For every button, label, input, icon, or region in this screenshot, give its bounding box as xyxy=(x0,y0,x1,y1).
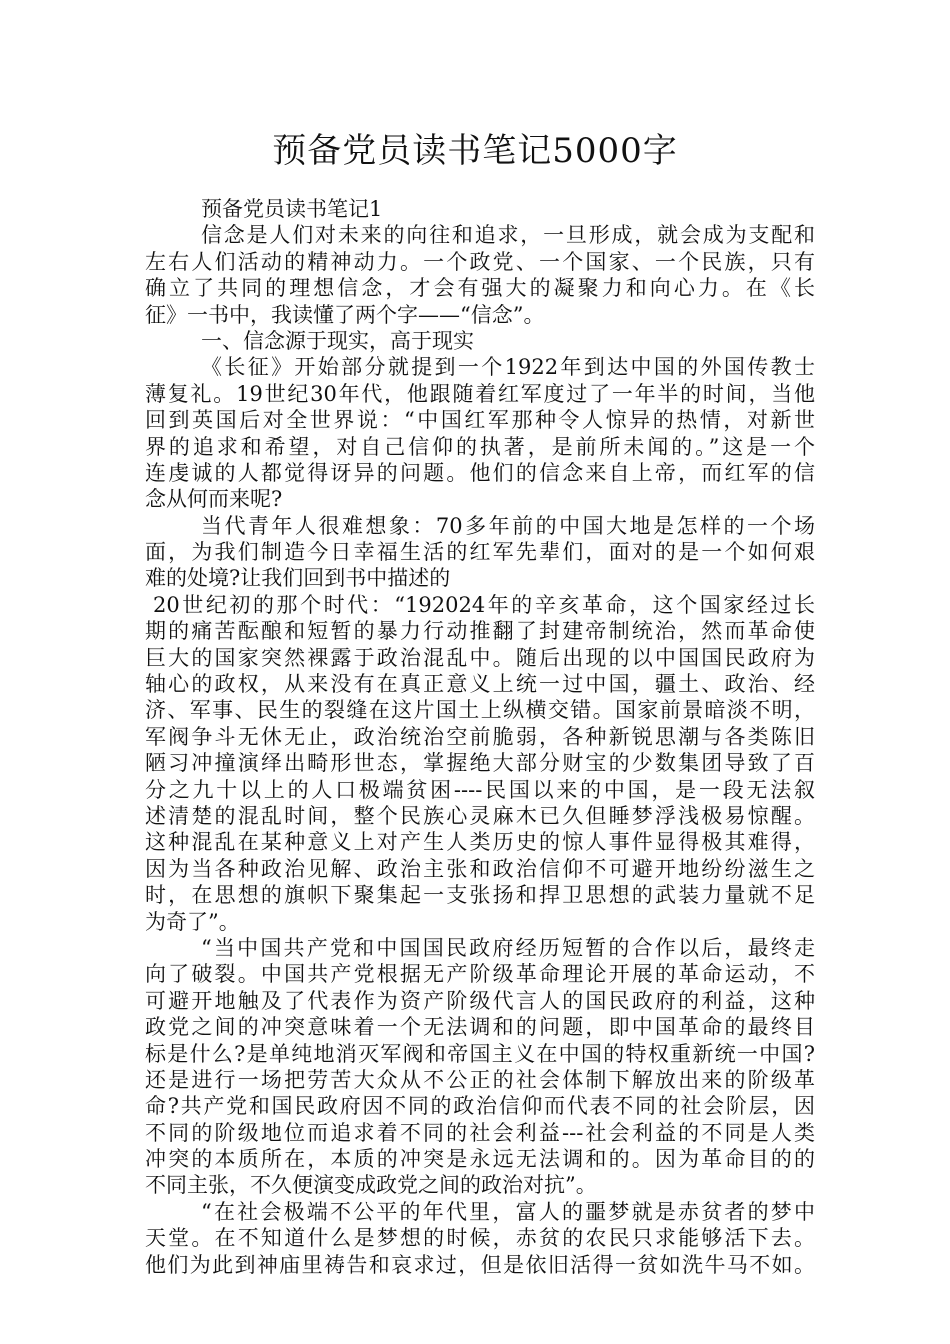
text-line: 《长征》开始部分就提到一个1922年到达中国的外国传教士 xyxy=(201,355,815,380)
text-line: 他们为此到神庙里祷告和哀求过，但是依旧活得一贫如洗牛马不如。 xyxy=(145,1252,815,1277)
text-line: 不同的阶级地位而追求着不同的社会利益---社会利益的不同是人类 xyxy=(145,1120,815,1145)
text-line: 述清楚的混乱时间，整个民族心灵麻木已久但睡梦浮浅极易惊醒。 xyxy=(145,803,815,828)
section-heading: 预备党员读书笔记1 xyxy=(201,197,383,221)
text-line: 薄复礼。19世纪30年代，他跟随着红军度过了一年半的时间，当他 xyxy=(145,381,815,406)
document-body xyxy=(145,196,815,1278)
text-line: “在社会极端不公平的年代里，富人的噩梦就是赤贫者的梦中 xyxy=(201,1199,815,1224)
text-line: 界的追求和希望，对自己信仰的执著，是前所未闻的。”这是一个 xyxy=(145,434,815,459)
text-line: 确立了共同的理想信念，才会有强大的凝聚力和向心力。在《长 xyxy=(145,276,815,301)
text-line: 还是进行一场把劳苦大众从不公正的社会体制下解放出来的阶级革 xyxy=(145,1067,815,1092)
text-line: 面，为我们制造今日幸福生活的红军先辈们，面对的是一个如何艰 xyxy=(145,540,815,565)
text-line: 标是什么?是单纯地消灭军阀和帝国主义在中国的特权重新统一中国? xyxy=(145,1041,815,1066)
text-line: 念从何而来呢? xyxy=(145,487,283,512)
text-line: “当中国共产党和中国国民政府经历短暂的合作以后，最终走 xyxy=(201,935,815,960)
text-line: 军阀争斗无休无止，政治统治空前脆弱，各种新锐思潮与各类陈旧 xyxy=(145,724,815,749)
text-line: 难的处境?让我们回到书中描述的 xyxy=(145,566,451,591)
text-line: 信念是人们对未来的向往和追求，一旦形成，就会成为支配和 xyxy=(201,223,815,248)
text-line: 因为当各种政治见解、政治主张和政治信仰不可避开地纷纷滋生之 xyxy=(145,856,815,881)
text-line: 为奇了”。 xyxy=(145,909,240,934)
document-title: 预备党员读书笔记5000字 xyxy=(272,131,678,171)
text-line: 时，在思想的旗帜下聚集起一支张扬和捍卫思想的武装力量就不足 xyxy=(145,883,815,908)
text-line: 冲突的本质所在，本质的冲突是永远无法调和的。因为革命目的的 xyxy=(145,1147,815,1172)
text-line: 向了破裂。中国共产党根据无产阶级革命理论开展的革命运动，不 xyxy=(145,962,815,987)
text-line: 轴心的政权，从来没有在真正意义上统一过中国，疆土、政治、经 xyxy=(145,672,815,697)
text-line: 巨大的国家突然裸露于政治混乱中。随后出现的以中国国民政府为 xyxy=(145,645,815,670)
text-line: 征》一书中，我读懂了两个字——“信念”。 xyxy=(145,302,545,327)
text-line: 陋习冲撞演绎出畸形世态，掌握绝大部分财宝的少数集团导致了百 xyxy=(145,751,815,776)
text-line: 期的痛苦酝酿和短暂的暴力行动推翻了封建帝制统治，然而革命使 xyxy=(145,619,815,644)
text-line: 当代青年人很难想象：70多年前的中国大地是怎样的一个场 xyxy=(201,513,815,538)
text-line: 命?共产党和国民政府因不同的政治信仰而代表不同的社会阶层，因 xyxy=(145,1094,815,1119)
text-line: 分之九十以上的人口极端贫困----民国以来的中国，是一段无法叙 xyxy=(145,777,815,802)
text-line: 不同主张，不久便演变成政党之间的政治对抗”。 xyxy=(145,1173,597,1198)
text-line: 天堂。在不知道什么是梦想的时候，赤贫的农民只求能够活下去。 xyxy=(145,1226,815,1251)
text-line: 济、军事、民生的裂缝在这片国土上纵横交错。国家前景暗淡不明， xyxy=(145,698,815,723)
text-line: 连虔诚的人都觉得讶异的问题。他们的信念来自上帝，而红军的信 xyxy=(145,460,815,485)
subsection-heading: 一、信念源于现实，高于现实 xyxy=(201,328,474,353)
text-line: 回到英国后对全世界说：“中国红军那种令人惊异的热情，对新世 xyxy=(145,408,815,433)
text-line: 20世纪初的那个时代：“192024年的辛亥革命，这个国家经过长 xyxy=(153,592,815,617)
text-line: 这种混乱在某种意义上对产生人类历史的惊人事件显得极其难得， xyxy=(145,830,815,855)
text-line: 可避开地触及了代表作为资产阶级代言人的国民政府的利益，这种 xyxy=(145,988,815,1013)
text-line: 政党之间的冲突意味着一个无法调和的问题，即中国革命的最终目 xyxy=(145,1015,815,1040)
text-line: 左右人们活动的精神动力。一个政党、一个国家、一个民族，只有 xyxy=(145,249,815,274)
